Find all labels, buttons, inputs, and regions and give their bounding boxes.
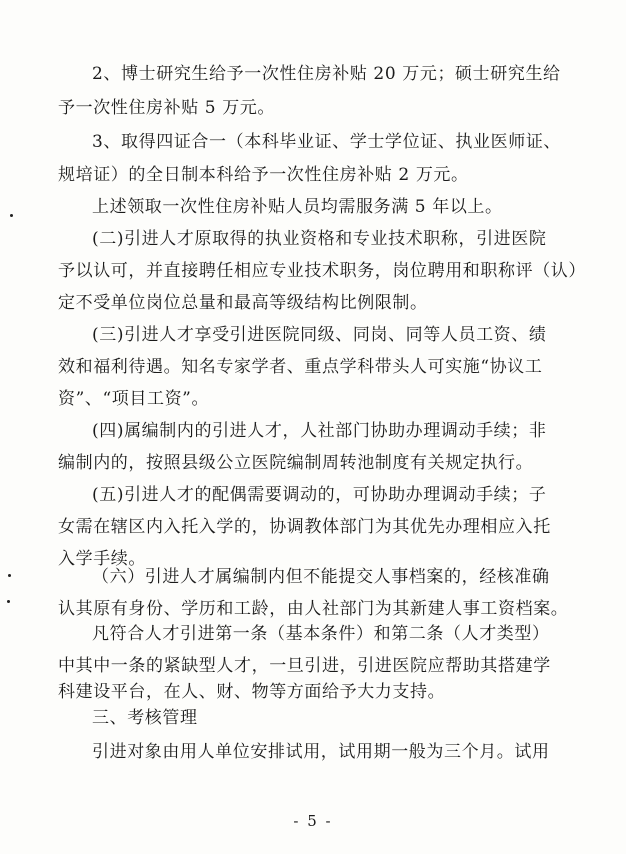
text-line: 认其原有身份、学历和工龄，由人社部门为其新建人事工资档案。 bbox=[58, 599, 569, 619]
text-line: 效和福利待遇。知名专家学者、重点学科带头人可实施“协议工 bbox=[58, 357, 543, 377]
text-line: 编制内的，按照县级公立医院编制周转池制度有关规定执行。 bbox=[58, 453, 534, 473]
text-line: 女需在辖区内入托入学的，协调教体部门为其优先办理相应入托 bbox=[58, 517, 551, 537]
text-line: (二)引进人才原取得的执业资格和专业技术职称，引进医院 bbox=[92, 229, 547, 249]
scan-speck bbox=[7, 600, 10, 603]
page-number: - 5 - bbox=[293, 812, 333, 830]
text-line: 资”、“项目工资”。 bbox=[58, 389, 210, 409]
section-heading: 三、考核管理 bbox=[92, 708, 198, 728]
text-line: (四)属编制内的引进人才，人社部门协助办理调动手续；非 bbox=[92, 421, 547, 441]
text-line: 予以认可，并直接聘任相应专业技术职务，岗位聘用和职称评（认） bbox=[58, 261, 586, 281]
text-line: 定不受单位岗位总量和最高等级结构比例限制。 bbox=[58, 293, 428, 313]
text-line: （六）引进人才属编制内但不能提交人事档案的，经核准确 bbox=[92, 567, 550, 587]
text-line: 凡符合人才引进第一条（基本条件）和第二条（人才类型） bbox=[92, 624, 550, 644]
text-line: (三)引进人才享受引进医院同级、同岗、同等人员工资、绩 bbox=[92, 325, 547, 345]
text-line: 2、博士研究生给予一次性住房补贴 20 万元；硕士研究生给 bbox=[92, 64, 561, 84]
text-line: 上述领取一次性住房补贴人员均需服务满 5 年以上。 bbox=[92, 197, 503, 217]
text-line: 科建设平台，在人、财、物等方面给予大力支持。 bbox=[58, 682, 446, 702]
scan-speck bbox=[8, 574, 11, 577]
text-line: (五)引进人才的配偶需要调动的，可协助办理调动手续；子 bbox=[92, 485, 547, 505]
text-line: 入学手续。 bbox=[58, 549, 146, 569]
text-line: 引进对象由用人单位安排试用，试用期一般为三个月。试用 bbox=[92, 742, 550, 762]
text-line: 中其中一条的紧缺型人才，一旦引进，引进医院应帮助其搭建学 bbox=[58, 656, 551, 676]
scan-speck bbox=[10, 214, 13, 217]
text-line: 予一次性住房补贴 5 万元。 bbox=[58, 98, 276, 118]
text-line: 规培证）的全日制本科给予一次性住房补贴 2 万元。 bbox=[58, 165, 469, 185]
text-line: 3、取得四证合一（本科毕业证、学士学位证、执业医师证、 bbox=[92, 132, 562, 152]
